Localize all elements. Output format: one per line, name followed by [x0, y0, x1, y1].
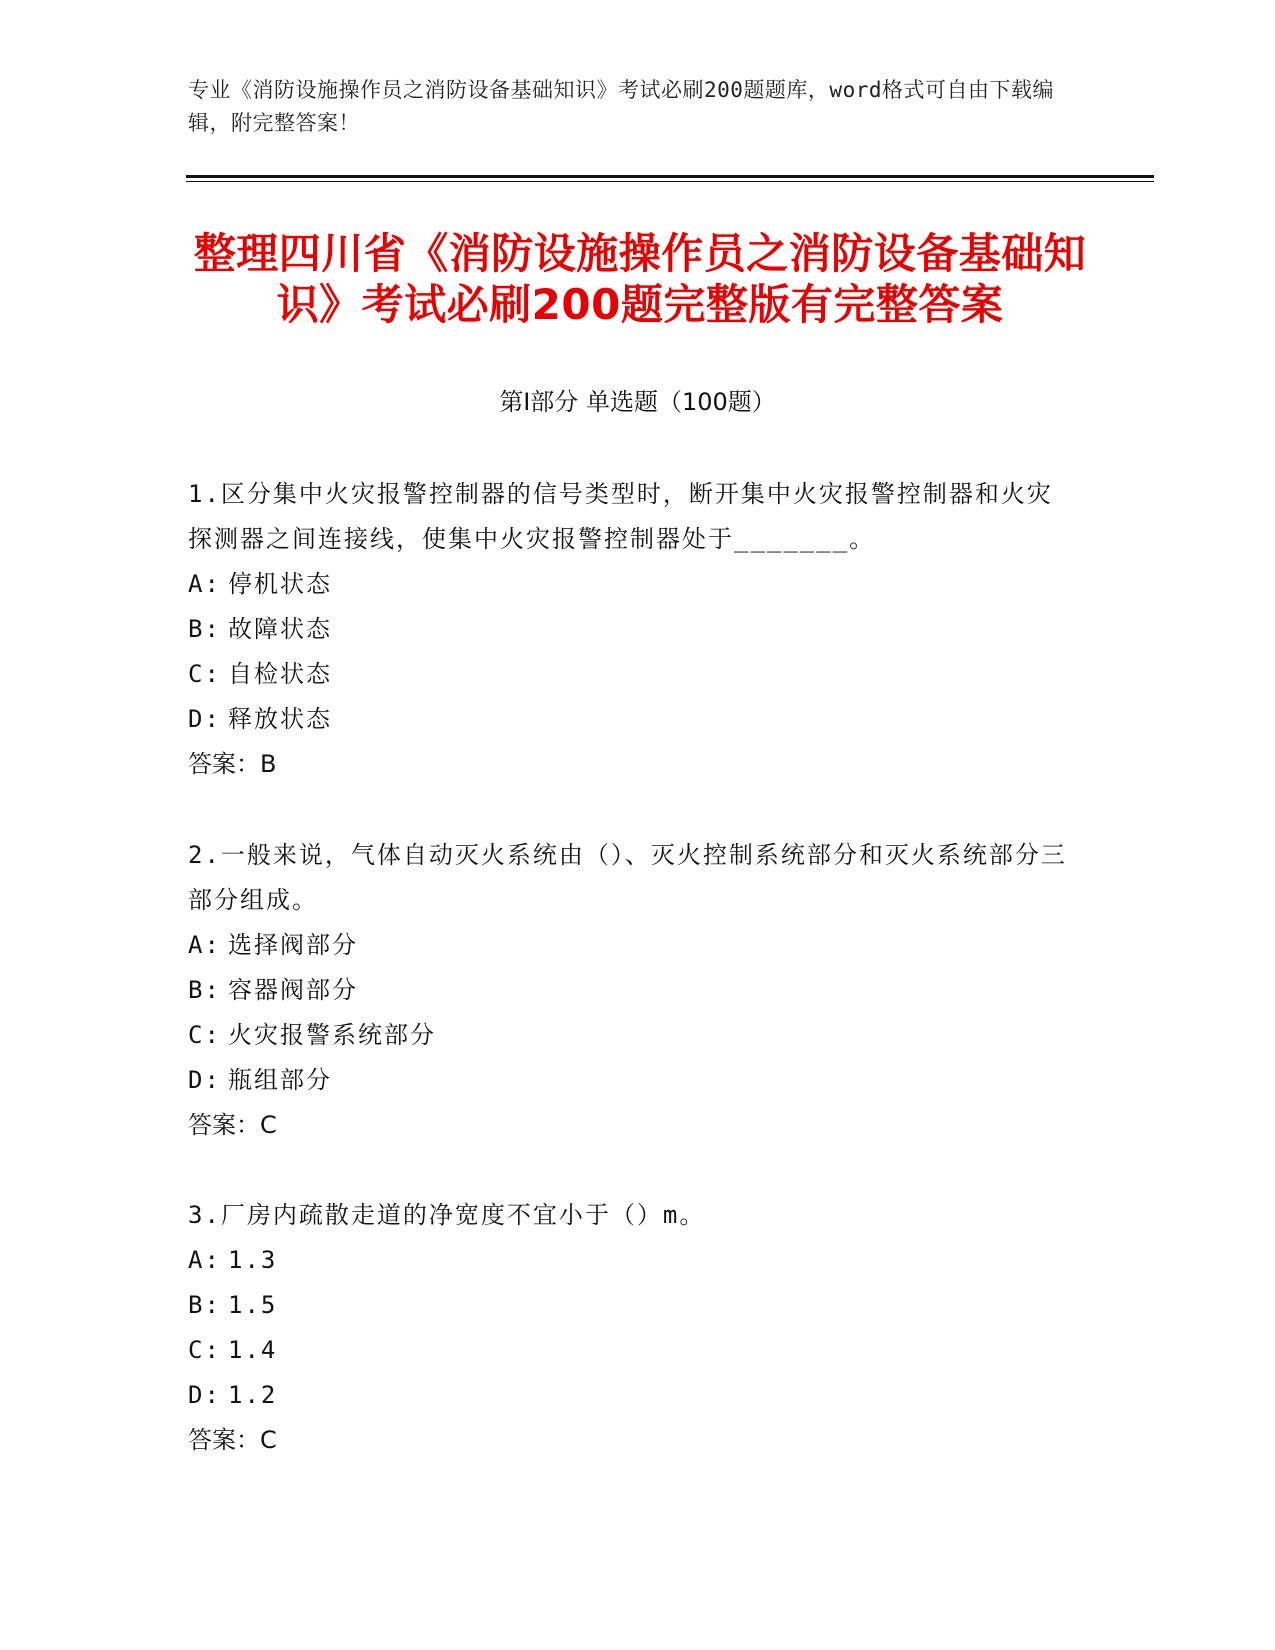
option-text: 火灾报警系统部分 — [228, 1021, 436, 1049]
option-text: 选择阀部分 — [228, 931, 358, 959]
header-rule-thick — [186, 175, 1154, 178]
question-stem: 2.一般来说，气体自动灭火系统由（）、灭火控制系统部分和灭火系统部分三部分组成。 — [188, 841, 1067, 914]
option-letter: A: — [188, 1246, 221, 1274]
option-b — [188, 607, 1068, 652]
option-letter: C: — [188, 1021, 221, 1049]
question-stem: 3.厂房内疏散走道的净宽度不宜小于（）m。 — [188, 1201, 706, 1229]
option-text: 停机状态 — [228, 570, 332, 598]
option-text: 1.5 — [228, 1291, 278, 1319]
answer-value: C — [260, 1426, 277, 1454]
answer-line — [188, 1103, 1068, 1148]
option-text: 容器阀部分 — [228, 976, 358, 1004]
document-title: 整理四川省《消防设施操作员之消防设备基础知识》考试必刷200题完整版有完整答案 — [193, 229, 1087, 329]
option-text: 瓶组部分 — [228, 1066, 332, 1094]
section-title: 第Ⅰ部分 单选题（100题） — [499, 388, 776, 416]
answer-value: C — [260, 1111, 277, 1139]
option-d — [188, 697, 1068, 742]
option-b — [188, 968, 1068, 1013]
answer-line — [188, 1418, 1068, 1463]
option-letter: A: — [188, 570, 221, 598]
answer-label: 答案： — [188, 1426, 260, 1454]
answer-label: 答案： — [188, 1111, 260, 1139]
option-text: 1.2 — [228, 1381, 278, 1409]
question-3 — [188, 1193, 1068, 1463]
option-a — [188, 923, 1068, 968]
option-letter: C: — [188, 1336, 221, 1364]
option-d — [188, 1058, 1068, 1103]
option-text: 1.3 — [228, 1246, 278, 1274]
option-letter: C: — [188, 660, 221, 688]
option-text: 故障状态 — [228, 615, 332, 643]
option-c — [188, 652, 1068, 697]
header-note: 专业《消防设施操作员之消防设备基础知识》考试必刷200题题库，word格式可自由下载编辑，附完整答案！ — [188, 78, 1054, 135]
answer-value: B — [260, 750, 277, 778]
header-rule-thin — [186, 181, 1154, 182]
option-text: 1.4 — [228, 1336, 278, 1364]
option-text: 释放状态 — [228, 705, 332, 733]
answer-line — [188, 742, 1068, 787]
option-letter: B: — [188, 1291, 221, 1319]
option-letter: A: — [188, 931, 221, 959]
option-c — [188, 1013, 1068, 1058]
option-c — [188, 1328, 1068, 1373]
option-letter: D: — [188, 1066, 221, 1094]
question-stem: 1.区分集中火灾报警控制器的信号类型时，断开集中火灾报警控制器和火灾探测器之间连接线，使集中火灾报警控制器处于_______。 — [188, 480, 1053, 553]
question-1 — [188, 472, 1068, 787]
option-a — [188, 562, 1068, 607]
option-b — [188, 1283, 1068, 1328]
option-letter: B: — [188, 615, 221, 643]
question-2 — [188, 833, 1068, 1148]
option-letter: D: — [188, 1381, 221, 1409]
option-letter: B: — [188, 976, 221, 1004]
option-text: 自检状态 — [228, 660, 332, 688]
option-letter: D: — [188, 705, 221, 733]
option-a — [188, 1238, 1068, 1283]
option-d — [188, 1373, 1068, 1418]
answer-label: 答案： — [188, 750, 260, 778]
